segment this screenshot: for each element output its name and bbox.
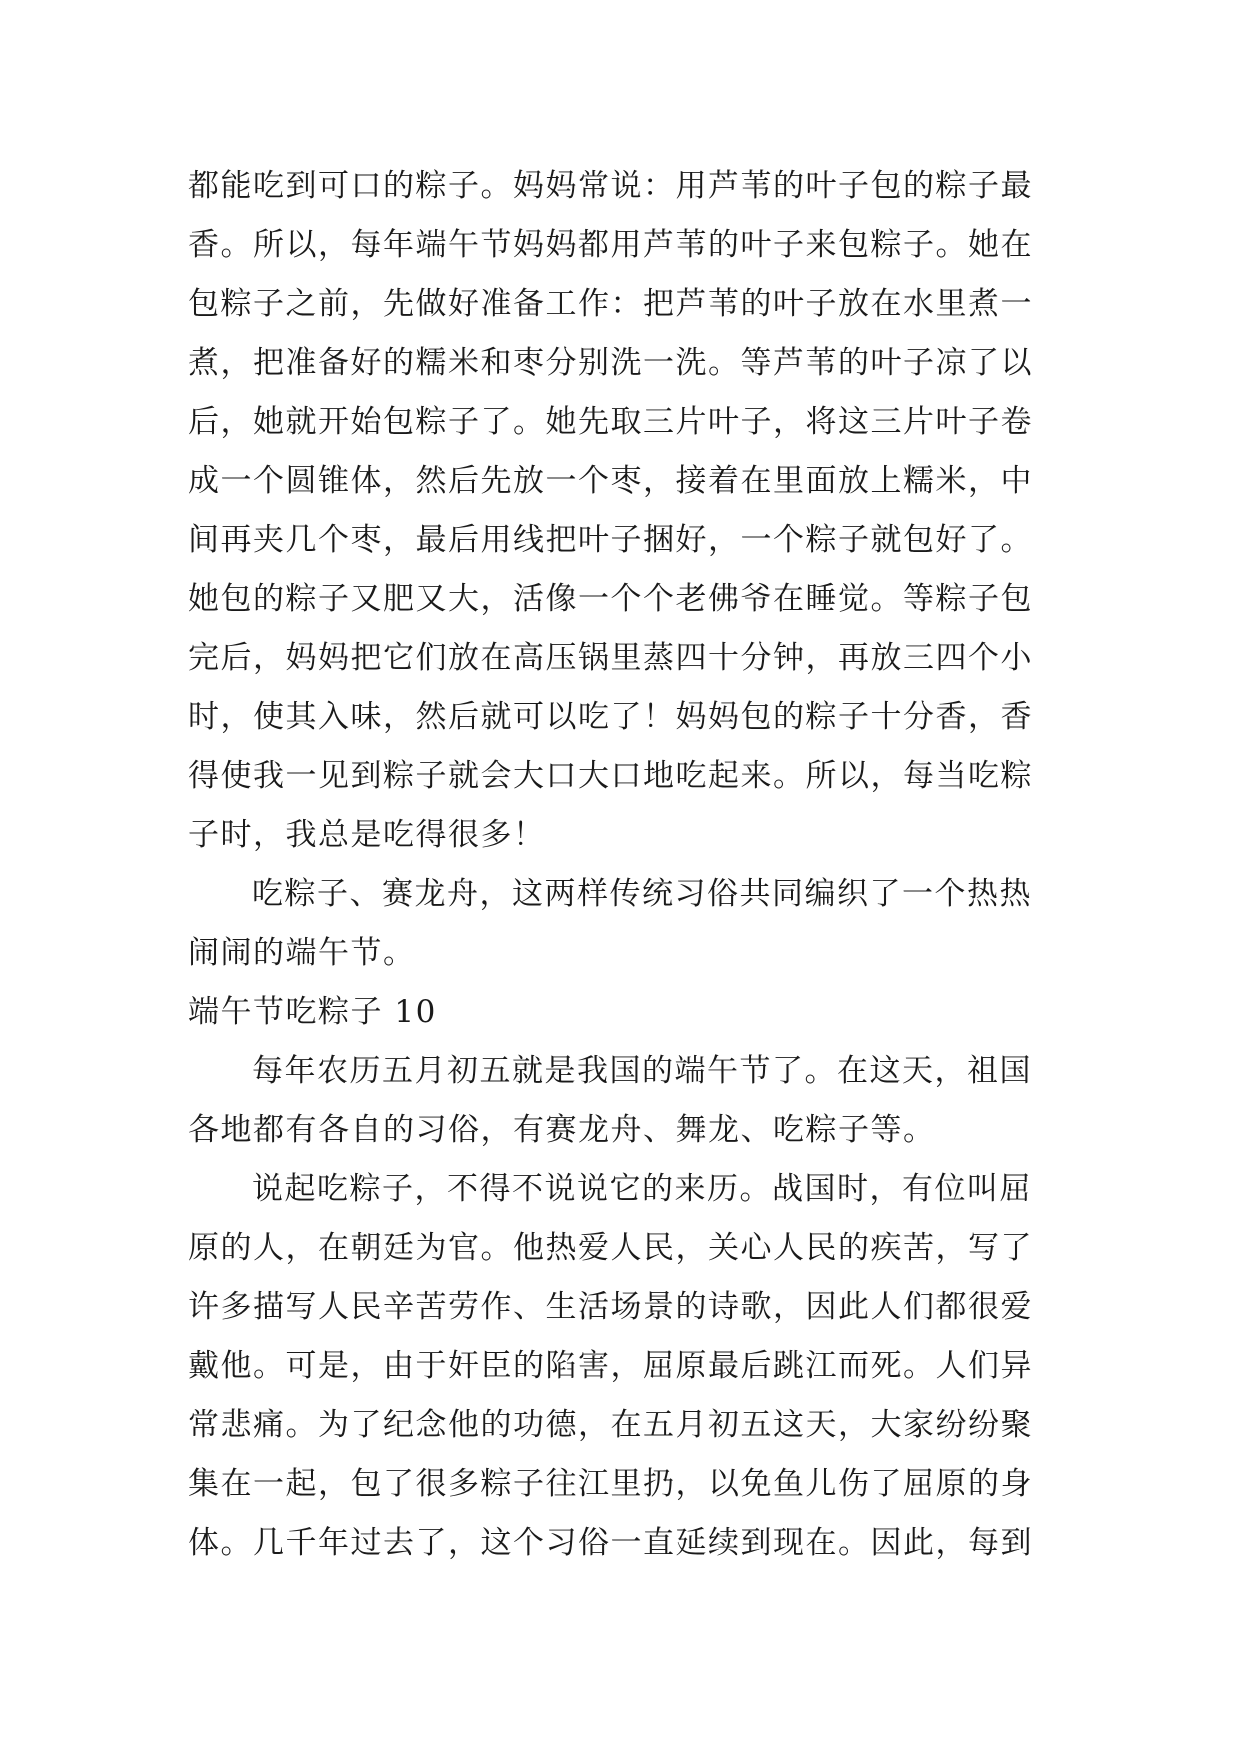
text-line: 她包的粽子又肥又大，活像一个个老佛爷在睡觉。等粽子包 [188, 581, 1033, 617]
text-line: 煮，把准备好的糯米和枣分别洗一洗。等芦苇的叶子凉了以 [188, 345, 1033, 381]
text-line: 吃粽子、赛龙舟，这两样传统习俗共同编织了一个热热 [252, 876, 1032, 912]
text-line: 子时，我总是吃得很多！ [188, 817, 546, 853]
text-line: 集在一起，包了很多粽子往江里扔，以免鱼儿伤了屈原的身 [188, 1466, 1033, 1502]
text-line: 时，使其入味，然后就可以吃了！妈妈包的粽子十分香，香 [188, 699, 1033, 735]
text-line: 闹闹的端午节。 [188, 935, 416, 971]
text-line: 各地都有各自的习俗，有赛龙舟、舞龙、吃粽子等。 [188, 1112, 936, 1148]
text-line: 戴他。可是，由于奸臣的陷害，屈原最后跳江而死。人们异 [188, 1348, 1033, 1384]
text-line: 成一个圆锥体，然后先放一个枣，接着在里面放上糯米，中 [188, 463, 1033, 499]
text-line: 端午节吃粽子 10 [188, 994, 437, 1030]
text-line: 每年农历五月初五就是我国的端午节了。在这天，祖国 [252, 1053, 1032, 1089]
text-line: 包粽子之前，先做好准备工作：把芦苇的叶子放在水里煮一 [188, 286, 1033, 322]
text-line: 常悲痛。为了纪念他的功德，在五月初五这天，大家纷纷聚 [188, 1407, 1033, 1443]
text-line: 都能吃到可口的粽子。妈妈常说：用芦苇的叶子包的粽子最 [188, 168, 1033, 204]
text-line: 后，她就开始包粽子了。她先取三片叶子，将这三片叶子卷 [188, 404, 1033, 440]
text-line: 原的人，在朝廷为官。他热爱人民，关心人民的疾苦，写了 [188, 1230, 1033, 1266]
text-line: 间再夹几个枣，最后用线把叶子捆好，一个粽子就包好了。 [188, 522, 1033, 558]
body-text [188, 157, 1068, 1573]
text-line: 体。几千年过去了，这个习俗一直延续到现在。因此，每到 [188, 1525, 1033, 1561]
text-line: 说起吃粽子，不得不说说它的来历。战国时，有位叫屈 [252, 1171, 1032, 1207]
text-line: 得使我一见到粽子就会大口大口地吃起来。所以，每当吃粽 [188, 758, 1033, 794]
text-line: 香。所以，每年端午节妈妈都用芦苇的叶子来包粽子。她在 [188, 227, 1033, 263]
text-line: 完后，妈妈把它们放在高压锅里蒸四十分钟，再放三四个小 [188, 640, 1033, 676]
text-line: 许多描写人民辛苦劳作、生活场景的诗歌，因此人们都很爱 [188, 1289, 1033, 1325]
